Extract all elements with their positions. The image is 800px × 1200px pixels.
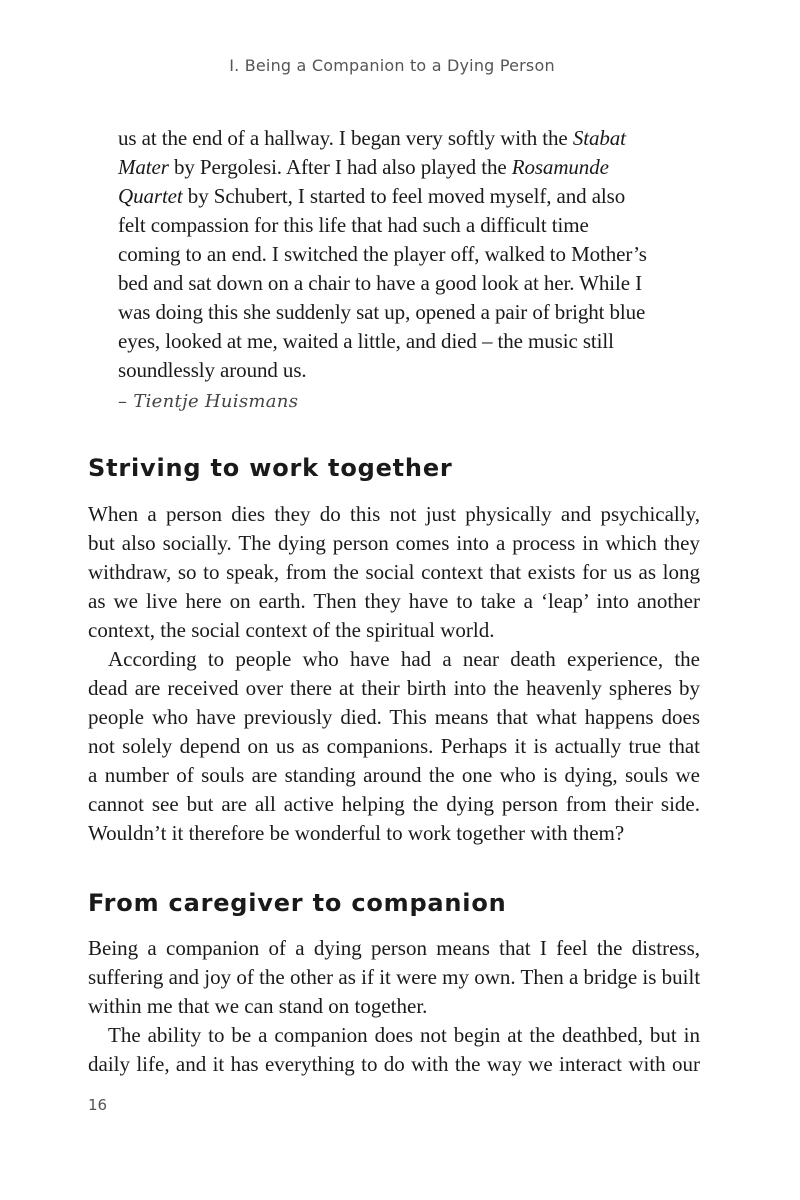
section-heading-caregiver: From caregiver to companion	[88, 889, 507, 917]
section-body-caregiver	[88, 934, 700, 1079]
quote-text: us at the end of a hallway. I began very softly with the	[118, 126, 573, 150]
quote-text: by Schubert, I started to feel moved myself, and also	[182, 184, 626, 208]
block-quote	[118, 124, 678, 416]
quote-italic-title: Stabat	[572, 126, 626, 150]
quote-italic-title: Quartet	[118, 184, 183, 208]
quote-text: by Pergolesi. After I had also played the	[168, 155, 512, 179]
text-line: withdraw, so to speak, from the social context that exists for us as long	[88, 560, 700, 584]
quote-line	[118, 124, 678, 153]
quote-attribution: – Tientje Huismans	[118, 391, 299, 412]
text-line: According to people who have had a near death experience, the	[108, 647, 700, 671]
text-line: but also socially. The dying person comes into a process in which they	[88, 531, 700, 555]
section-body-striving	[88, 500, 700, 848]
text-line: as we live here on earth. Then they have to take a ‘leap’ into another	[88, 589, 700, 613]
page-number: 16	[88, 1096, 108, 1114]
quote-line: was doing this she suddenly sat up, opened a pair of bright blue	[118, 300, 646, 324]
quote-line: eyes, looked at me, waited a little, and died – the music still	[118, 329, 614, 353]
quote-line: coming to an end. I switched the player off, walked to Mother’s	[118, 242, 647, 266]
text-line: a number of souls are standing around the one who is dying, souls we	[88, 763, 700, 787]
running-head: I. Being a Companion to a Dying Person	[229, 56, 555, 75]
text-line: daily life, and it has everything to do with the way we interact with our	[88, 1052, 700, 1076]
text-line: The ability to be a companion does not begin at the deathbed, but in	[108, 1023, 700, 1047]
text-line: Being a companion of a dying person means that I feel the distress,	[88, 936, 700, 960]
text-line: not solely depend on us as companions. Perhaps it is actually true that	[88, 734, 700, 758]
text-line: dead are received over there at their birth into the heavenly spheres by	[88, 676, 700, 700]
quote-line	[118, 182, 678, 211]
text-line: suffering and joy of the other as if it were my own. Then a bridge is built	[88, 965, 701, 989]
quote-line: soundlessly around us.	[118, 358, 307, 382]
quote-line	[118, 153, 678, 182]
text-line: When a person dies they do this not just physically and psychically,	[88, 502, 700, 526]
quote-line: felt compassion for this life that had such a difficult time	[118, 213, 589, 237]
quote-line: bed and sat down on a chair to have a good look at her. While I	[118, 271, 642, 295]
text-line: within me that we can stand on together.	[88, 994, 428, 1018]
quote-italic-title: Mater	[118, 155, 169, 179]
text-line: Wouldn’t it therefore be wonderful to work together with them?	[88, 821, 625, 845]
text-line: cannot see but are all active helping the dying person from their side.	[88, 792, 700, 816]
text-line: people who have previously died. This means that what happens does	[88, 705, 700, 729]
quote-italic-title: Rosamunde	[511, 155, 609, 179]
section-heading-striving: Striving to work together	[88, 454, 453, 482]
text-line: context, the social context of the spiritual world.	[88, 618, 495, 642]
